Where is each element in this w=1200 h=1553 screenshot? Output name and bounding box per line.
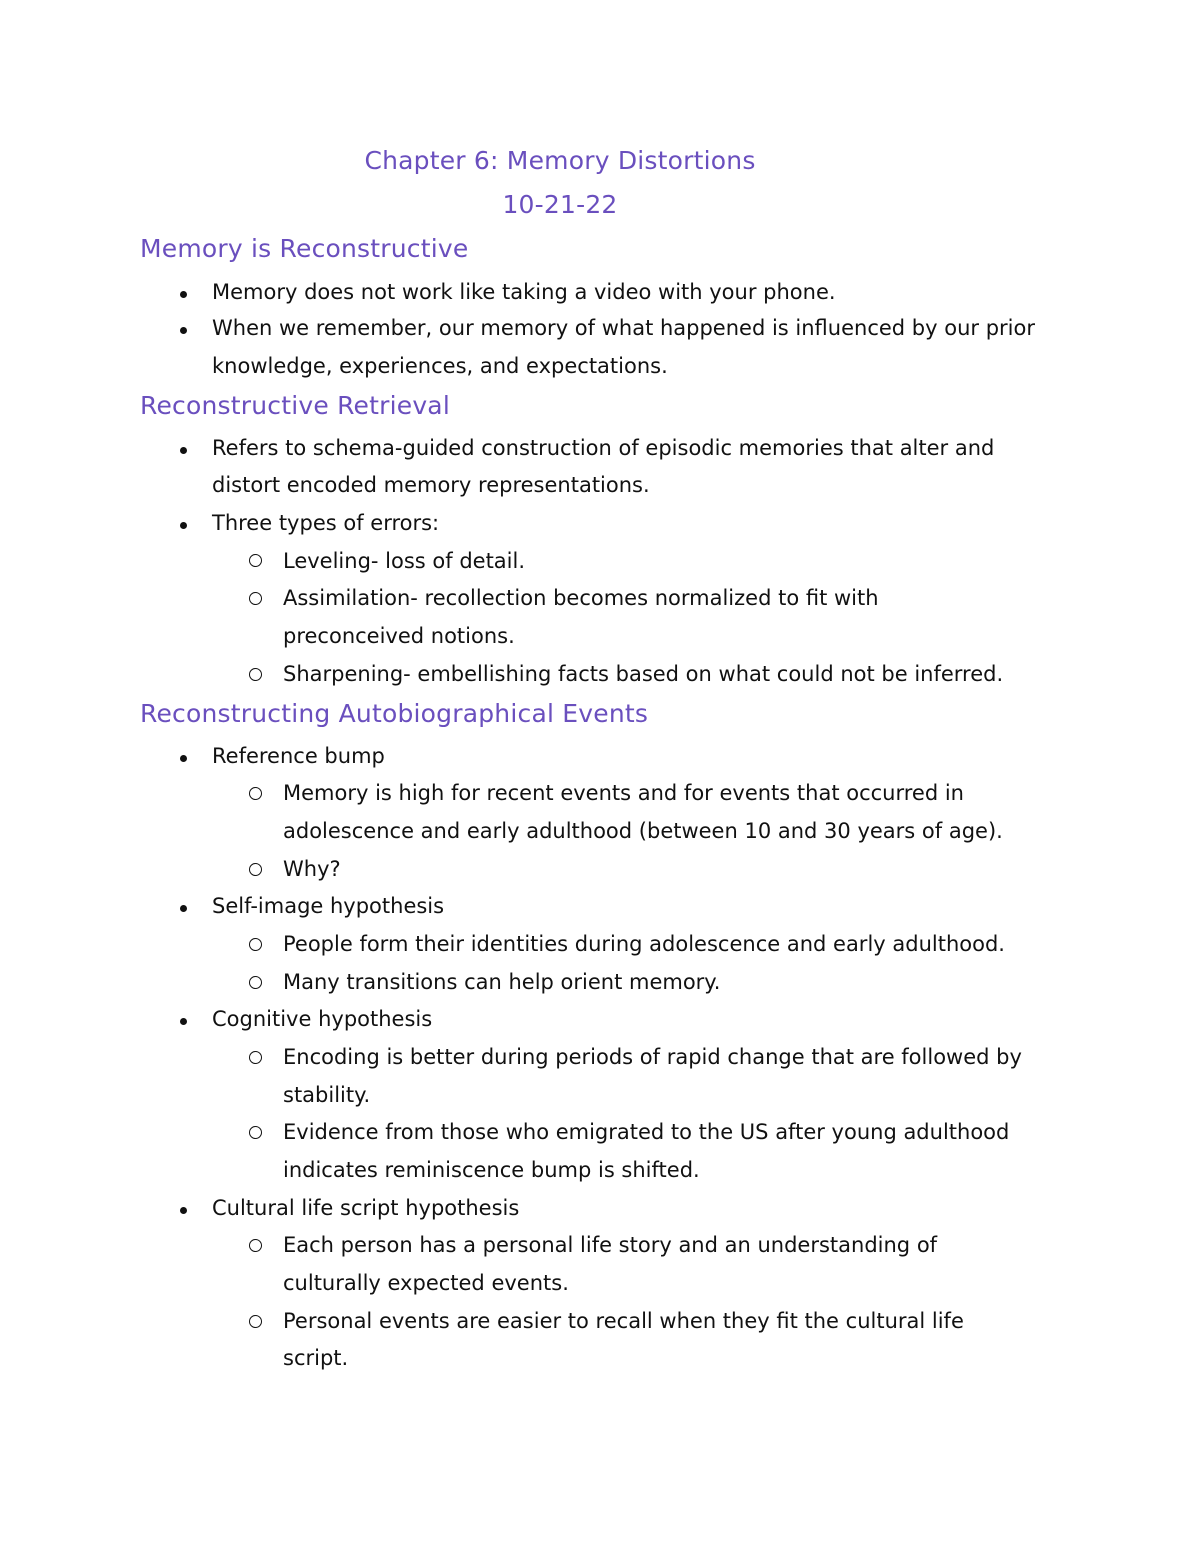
list-item: Self-image hypothesis — [212, 894, 445, 918]
sub-list-item: People form their identities during adolescence and early adulthood. — [283, 932, 1005, 956]
bullet-icon — [180, 905, 187, 912]
circle-bullet-icon — [249, 863, 262, 876]
document-date: 10-21-22 — [502, 190, 618, 219]
sub-list-item-continuation: script. — [283, 1346, 349, 1370]
sub-list-item-continuation: preconceived notions. — [283, 624, 515, 648]
sub-list-item: Personal events are easier to recall when they fit the cultural life — [283, 1309, 964, 1333]
circle-bullet-icon — [249, 1051, 262, 1064]
bullet-icon — [180, 327, 187, 334]
list-item-continuation: knowledge, experiences, and expectations. — [212, 354, 668, 378]
document-title: Chapter 6: Memory Distortions — [364, 146, 756, 175]
list-item: Reference bump — [212, 744, 385, 768]
list-item: Memory does not work like taking a video with your phone. — [212, 280, 836, 304]
heading-memory-is-reconstructive: Memory is Reconstructive — [140, 234, 469, 263]
list-item: Refers to schema-guided construction of episodic memories that alter and — [212, 436, 995, 460]
sub-list-item-continuation: indicates reminiscence bump is shifted. — [283, 1158, 700, 1182]
bullet-icon — [180, 755, 187, 762]
circle-bullet-icon — [249, 592, 262, 605]
heading-reconstructing-autobiographical-events: Reconstructing Autobiographical Events — [140, 699, 649, 728]
bullet-icon — [180, 1207, 187, 1214]
list-item: When we remember, our memory of what happened is influenced by our prior — [212, 316, 1035, 340]
sub-list-item: Many transitions can help orient memory. — [283, 970, 721, 994]
sub-list-item-continuation: adolescence and early adulthood (between 10 and 30 years of age). — [283, 819, 1003, 843]
sub-list-item: Leveling- loss of detail. — [283, 549, 526, 573]
bullet-icon — [180, 522, 187, 529]
sub-list-item: Evidence from those who emigrated to the US after young adulthood — [283, 1120, 1010, 1144]
sub-list-item-continuation: culturally expected events. — [283, 1271, 569, 1295]
circle-bullet-icon — [249, 1126, 262, 1139]
list-item: Three types of errors: — [212, 511, 440, 535]
heading-reconstructive-retrieval: Reconstructive Retrieval — [140, 391, 450, 420]
sub-list-item: Each person has a personal life story and an understanding of — [283, 1233, 938, 1257]
sub-list-item-continuation: stability. — [283, 1083, 371, 1107]
circle-bullet-icon — [249, 554, 262, 567]
circle-bullet-icon — [249, 668, 262, 681]
sub-list-item: Why? — [283, 857, 341, 881]
list-item: Cognitive hypothesis — [212, 1007, 433, 1031]
bullet-icon — [180, 291, 187, 298]
bullet-icon — [180, 447, 187, 454]
circle-bullet-icon — [249, 787, 262, 800]
circle-bullet-icon — [249, 1315, 262, 1328]
bullet-icon — [180, 1018, 187, 1025]
list-item-continuation: distort encoded memory representations. — [212, 473, 650, 497]
sub-list-item: Assimilation- recollection becomes normalized to fit with — [283, 586, 879, 610]
sub-list-item: Encoding is better during periods of rapid change that are followed by — [283, 1045, 1022, 1069]
circle-bullet-icon — [249, 1239, 262, 1252]
list-item: Cultural life script hypothesis — [212, 1196, 520, 1220]
circle-bullet-icon — [249, 976, 262, 989]
sub-list-item: Sharpening- embellishing facts based on what could not be inferred. — [283, 662, 1004, 686]
sub-list-item: Memory is high for recent events and for events that occurred in — [283, 781, 964, 805]
circle-bullet-icon — [249, 938, 262, 951]
